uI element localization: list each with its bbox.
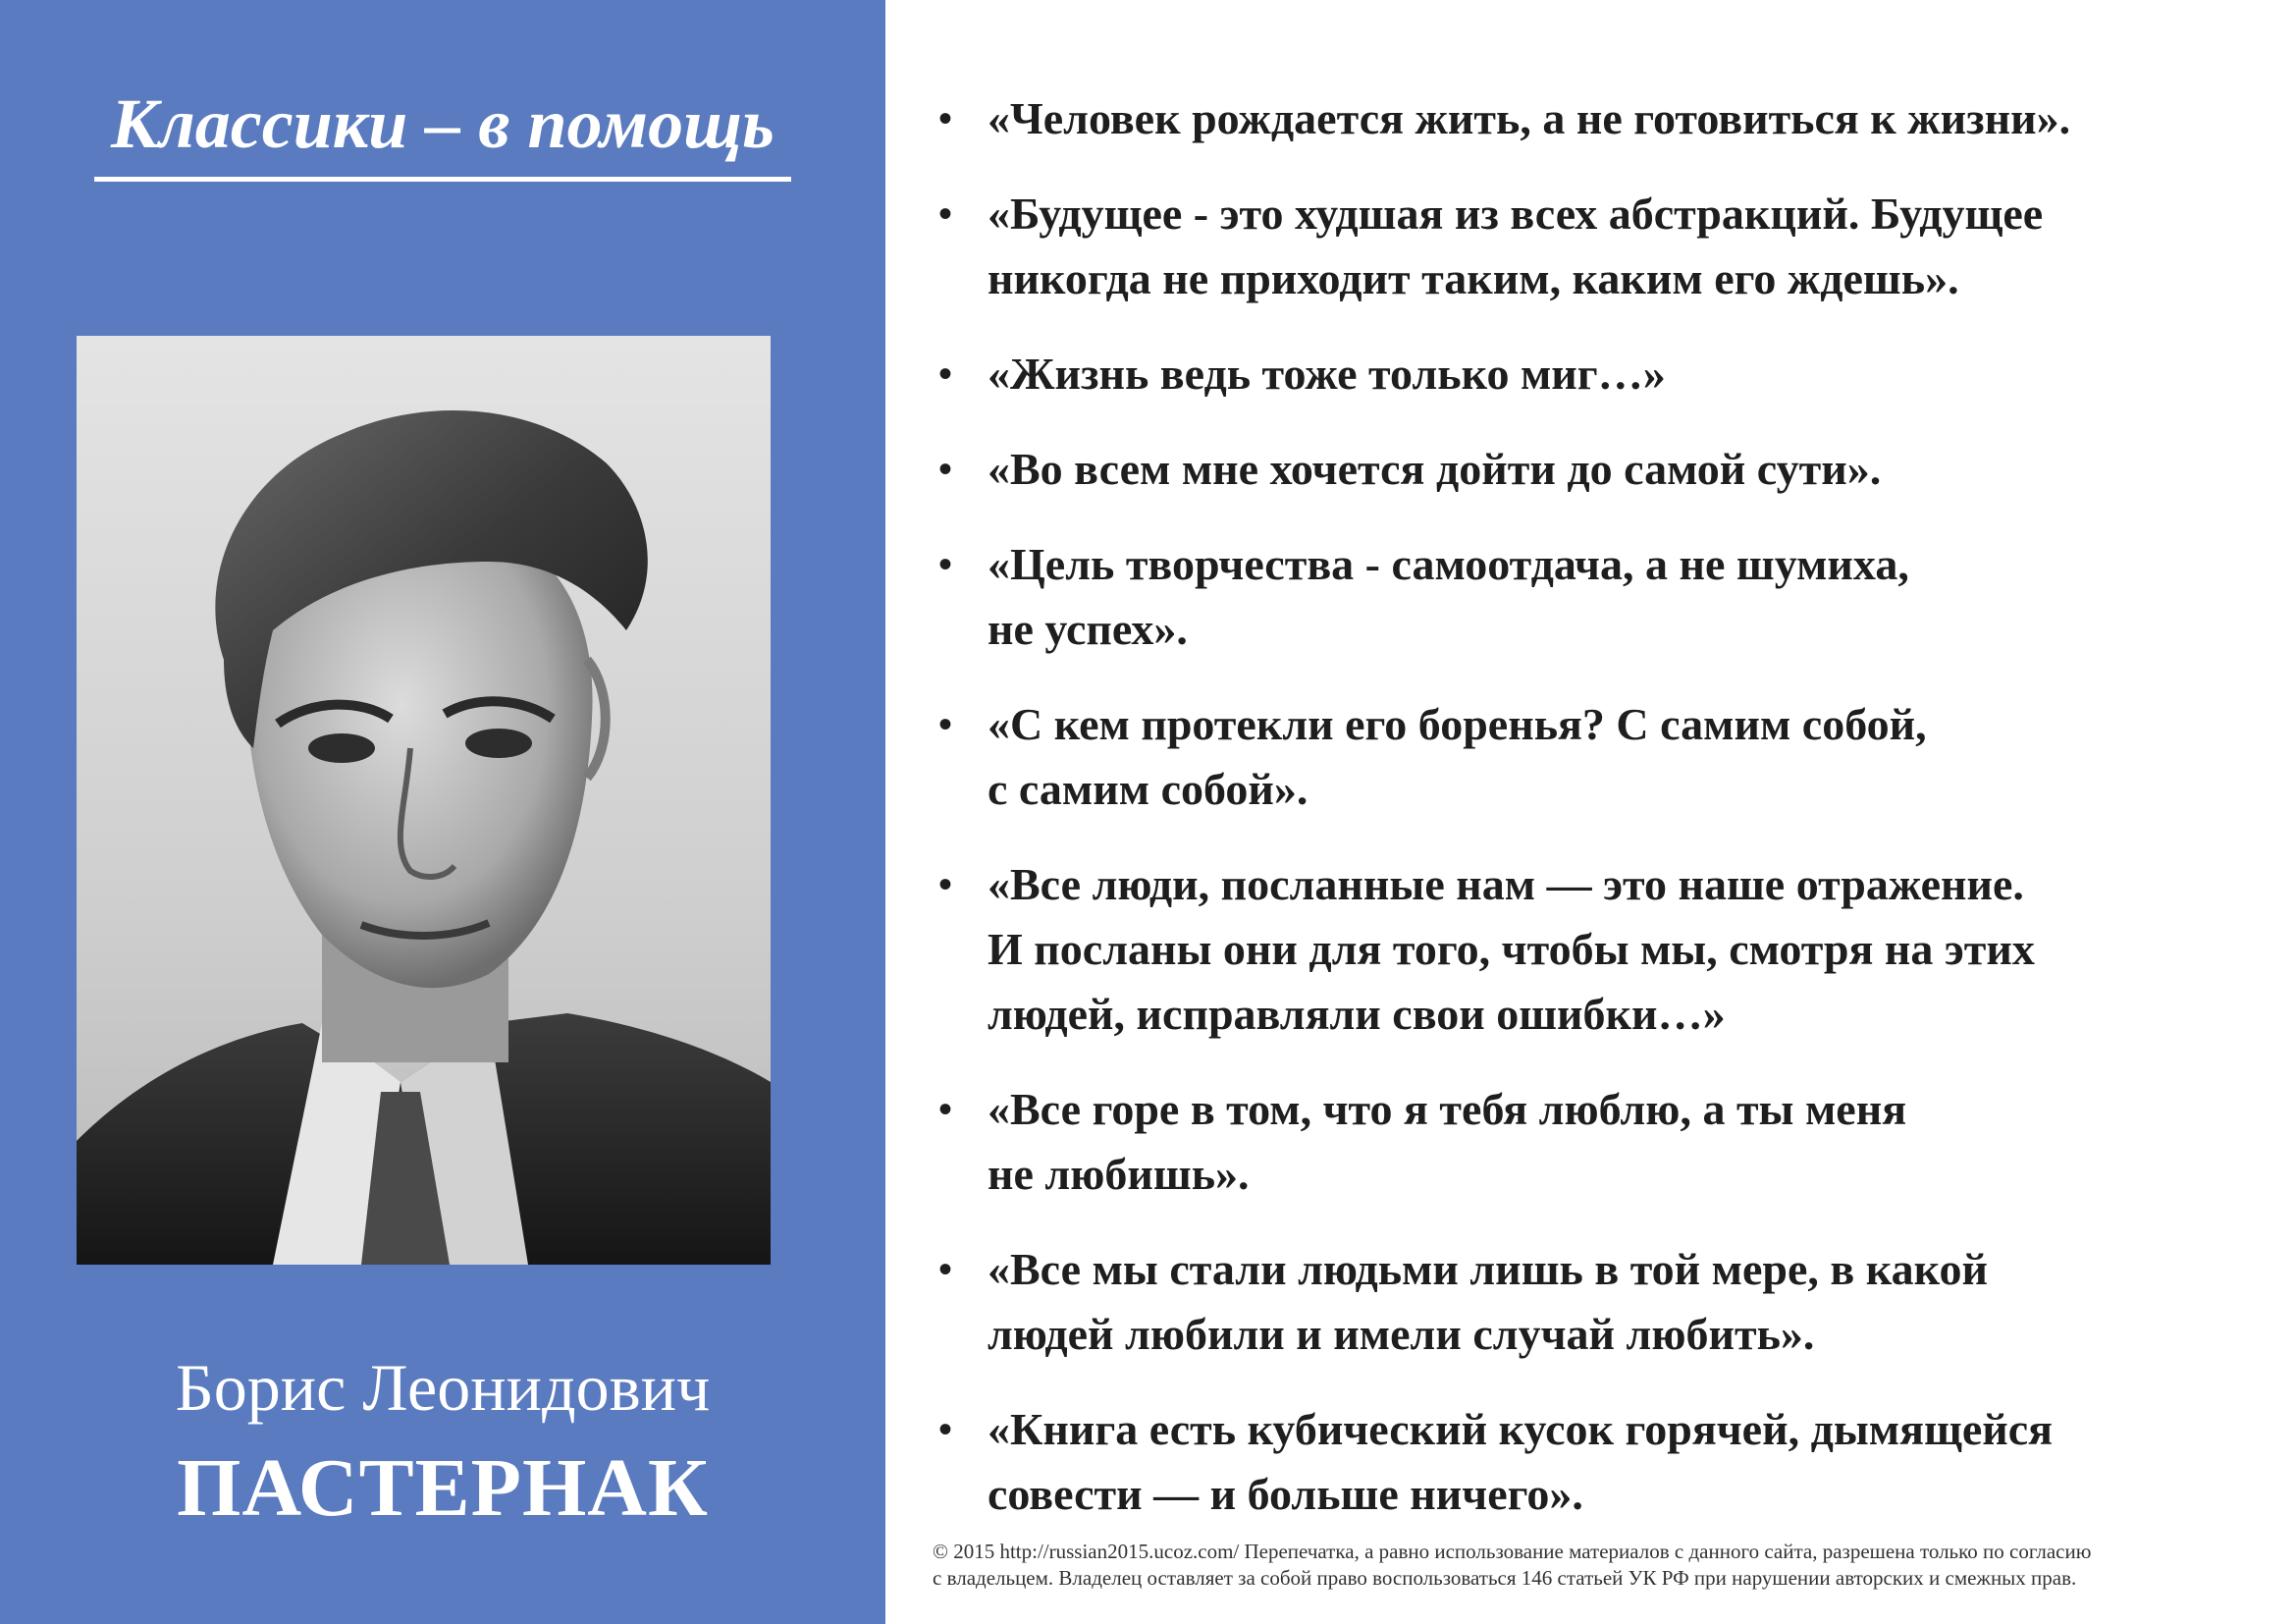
author-first-names: Борис Леонидович — [175, 1350, 711, 1425]
quote-line: «Жизнь ведь тоже только миг…» — [988, 349, 1666, 399]
copyright-notice — [933, 1539, 2268, 1592]
bullet-icon: • — [938, 447, 953, 491]
title-underline — [94, 177, 791, 182]
quote-item — [923, 532, 2268, 662]
quote-line: «С кем протекли его боренья? С самим собой, — [988, 699, 1927, 749]
bullet-icon: • — [938, 352, 953, 396]
quote-line: «Все люди, посланные нам — это наше отражение. — [988, 859, 2024, 909]
quote-line: «Во всем мне хочется дойти до самой сути». — [988, 444, 1882, 494]
bullet-icon: • — [938, 1087, 953, 1131]
quote-line: «Будущее - это худшая из всех абстракций. Будущее — [988, 189, 2044, 239]
bullet-icon: • — [938, 862, 953, 906]
quote-line: «Цель творчества - самоотдача, а не шумиха, — [988, 539, 1909, 589]
author-portrait — [77, 336, 771, 1265]
quote-line: не любишь». — [988, 1149, 1250, 1199]
quote-item — [923, 86, 2268, 151]
series-title: Классики – в помощь — [111, 84, 774, 163]
quote-line: И посланы они для того, чтобы мы, смотря на этих — [988, 924, 2035, 974]
bullet-icon: • — [938, 96, 953, 140]
bullet-icon: • — [938, 191, 953, 236]
quote-item — [923, 182, 2268, 311]
copyright-line: © 2015 http://russian2015.ucoz.com/ Перепечатка, а равно использование материалов с данного сайта, разрешена только по согласию — [933, 1540, 2092, 1563]
quote-item — [923, 692, 2268, 822]
quote-item — [923, 1077, 2268, 1207]
quote-item — [923, 1397, 2268, 1527]
quote-line: «Все горе в том, что я тебя люблю, а ты меня — [988, 1084, 1907, 1134]
quote-line: «Книга есть кубический кусок горячей, дымящейся — [988, 1404, 2054, 1454]
bullet-icon: • — [938, 542, 953, 586]
bullet-icon: • — [938, 1247, 953, 1291]
quote-item — [923, 437, 2268, 502]
copyright-line: с владельцем. Владелец оставляет за собой право воспользоваться 146 статьей УК РФ при нарушении авторских и смежных прав. — [933, 1566, 2077, 1590]
quote-line: «Человек рождается жить, а не готовиться к жизни». — [988, 93, 2071, 143]
quote-item — [923, 1237, 2268, 1367]
quote-list — [923, 86, 2268, 1557]
bullet-icon: • — [938, 702, 953, 746]
quote-item — [923, 342, 2268, 406]
quote-line: «Все мы стали людьми лишь в той мере, в какой — [988, 1244, 1988, 1294]
quote-item — [923, 852, 2268, 1047]
quote-line: людей, исправляли свои ошибки…» — [988, 989, 1726, 1039]
quote-line: не успех». — [988, 604, 1188, 654]
author-last-name: ПАСТЕРНАК — [177, 1442, 709, 1534]
quote-line: людей любили и имели случай любить». — [988, 1309, 1815, 1359]
quote-line: никогда не приходит таким, каким его ждешь». — [988, 253, 1959, 303]
bullet-icon: • — [938, 1407, 953, 1451]
quote-line: с самим собой». — [988, 764, 1308, 814]
quote-line: совести — и больше ничего». — [988, 1469, 1583, 1519]
left-panel — [0, 0, 885, 1624]
